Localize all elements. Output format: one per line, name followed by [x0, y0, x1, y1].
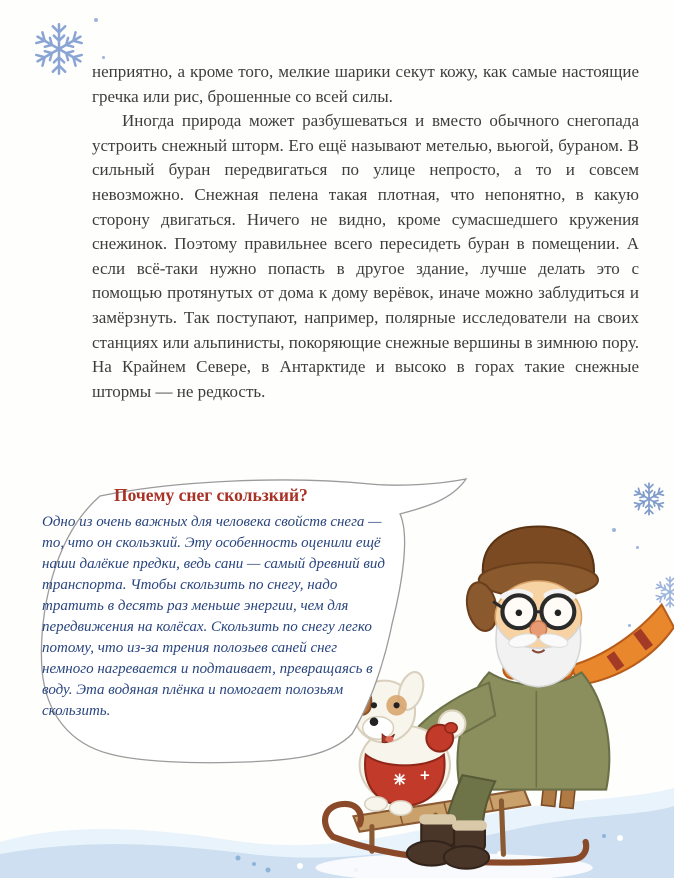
paragraph: Иногда природа может разбушеваться и вместо обычного снегопада устроить снежный шторм. Его ещё называют метелью, вьюгой, бураном. В сильный буран передвигаться по улице непросто, а то и совсем невозможно. Снежная пелена такая плотная, что непонятно, в какую сторону двигаться. Ничего не видно, кроме сумасшедшего кружения снежинок. Поэтому правильнее всего пересидеть буран в помещении. А если всё-таки нужно попасть в другое здание, лучше делать это с помощью протянутых от дома к дому верёвок, иначе можно заблудиться и замёрзнуть. Так поступают, например, полярные исследователи на своих станциях или альпинисты, покоряющие снежные вершины в зимнюю пору. На Крайнем Севере, в Антарктиде и высоко в горах такие снежные штормы — не редкость.	[92, 111, 639, 401]
snow-dot	[94, 18, 98, 22]
paragraph: неприятно, а кроме того, мелкие шарики секут кожу, как самые настоящие гречка или рис, брошенные со всей силы.	[92, 62, 639, 106]
speech-bubble	[28, 472, 472, 772]
bubble-text: Одно из очень важных для человека свойств снега — то, что он скользкий. Эту особенность оценили ещё наши далёкие предки, ведь сани — самый древний вид транспорта. Чтобы скользить по снегу, надо тратить в десять раз меньше энергии, чем для передвижения на колёсах. Скользить по снегу легко потому, что из-за трения полозьев саней снег немного нагревается и подтаивает, превращаясь в воду. Эта водяная плёнка и помогает полозьям скользить.	[42, 514, 385, 719]
scarf	[569, 605, 674, 685]
bubble-content	[42, 485, 394, 722]
snow-dot	[102, 56, 105, 59]
body-text	[92, 60, 639, 404]
snowflake-icon	[26, 16, 92, 82]
bubble-title: Почему снег скользкий?	[114, 485, 308, 505]
